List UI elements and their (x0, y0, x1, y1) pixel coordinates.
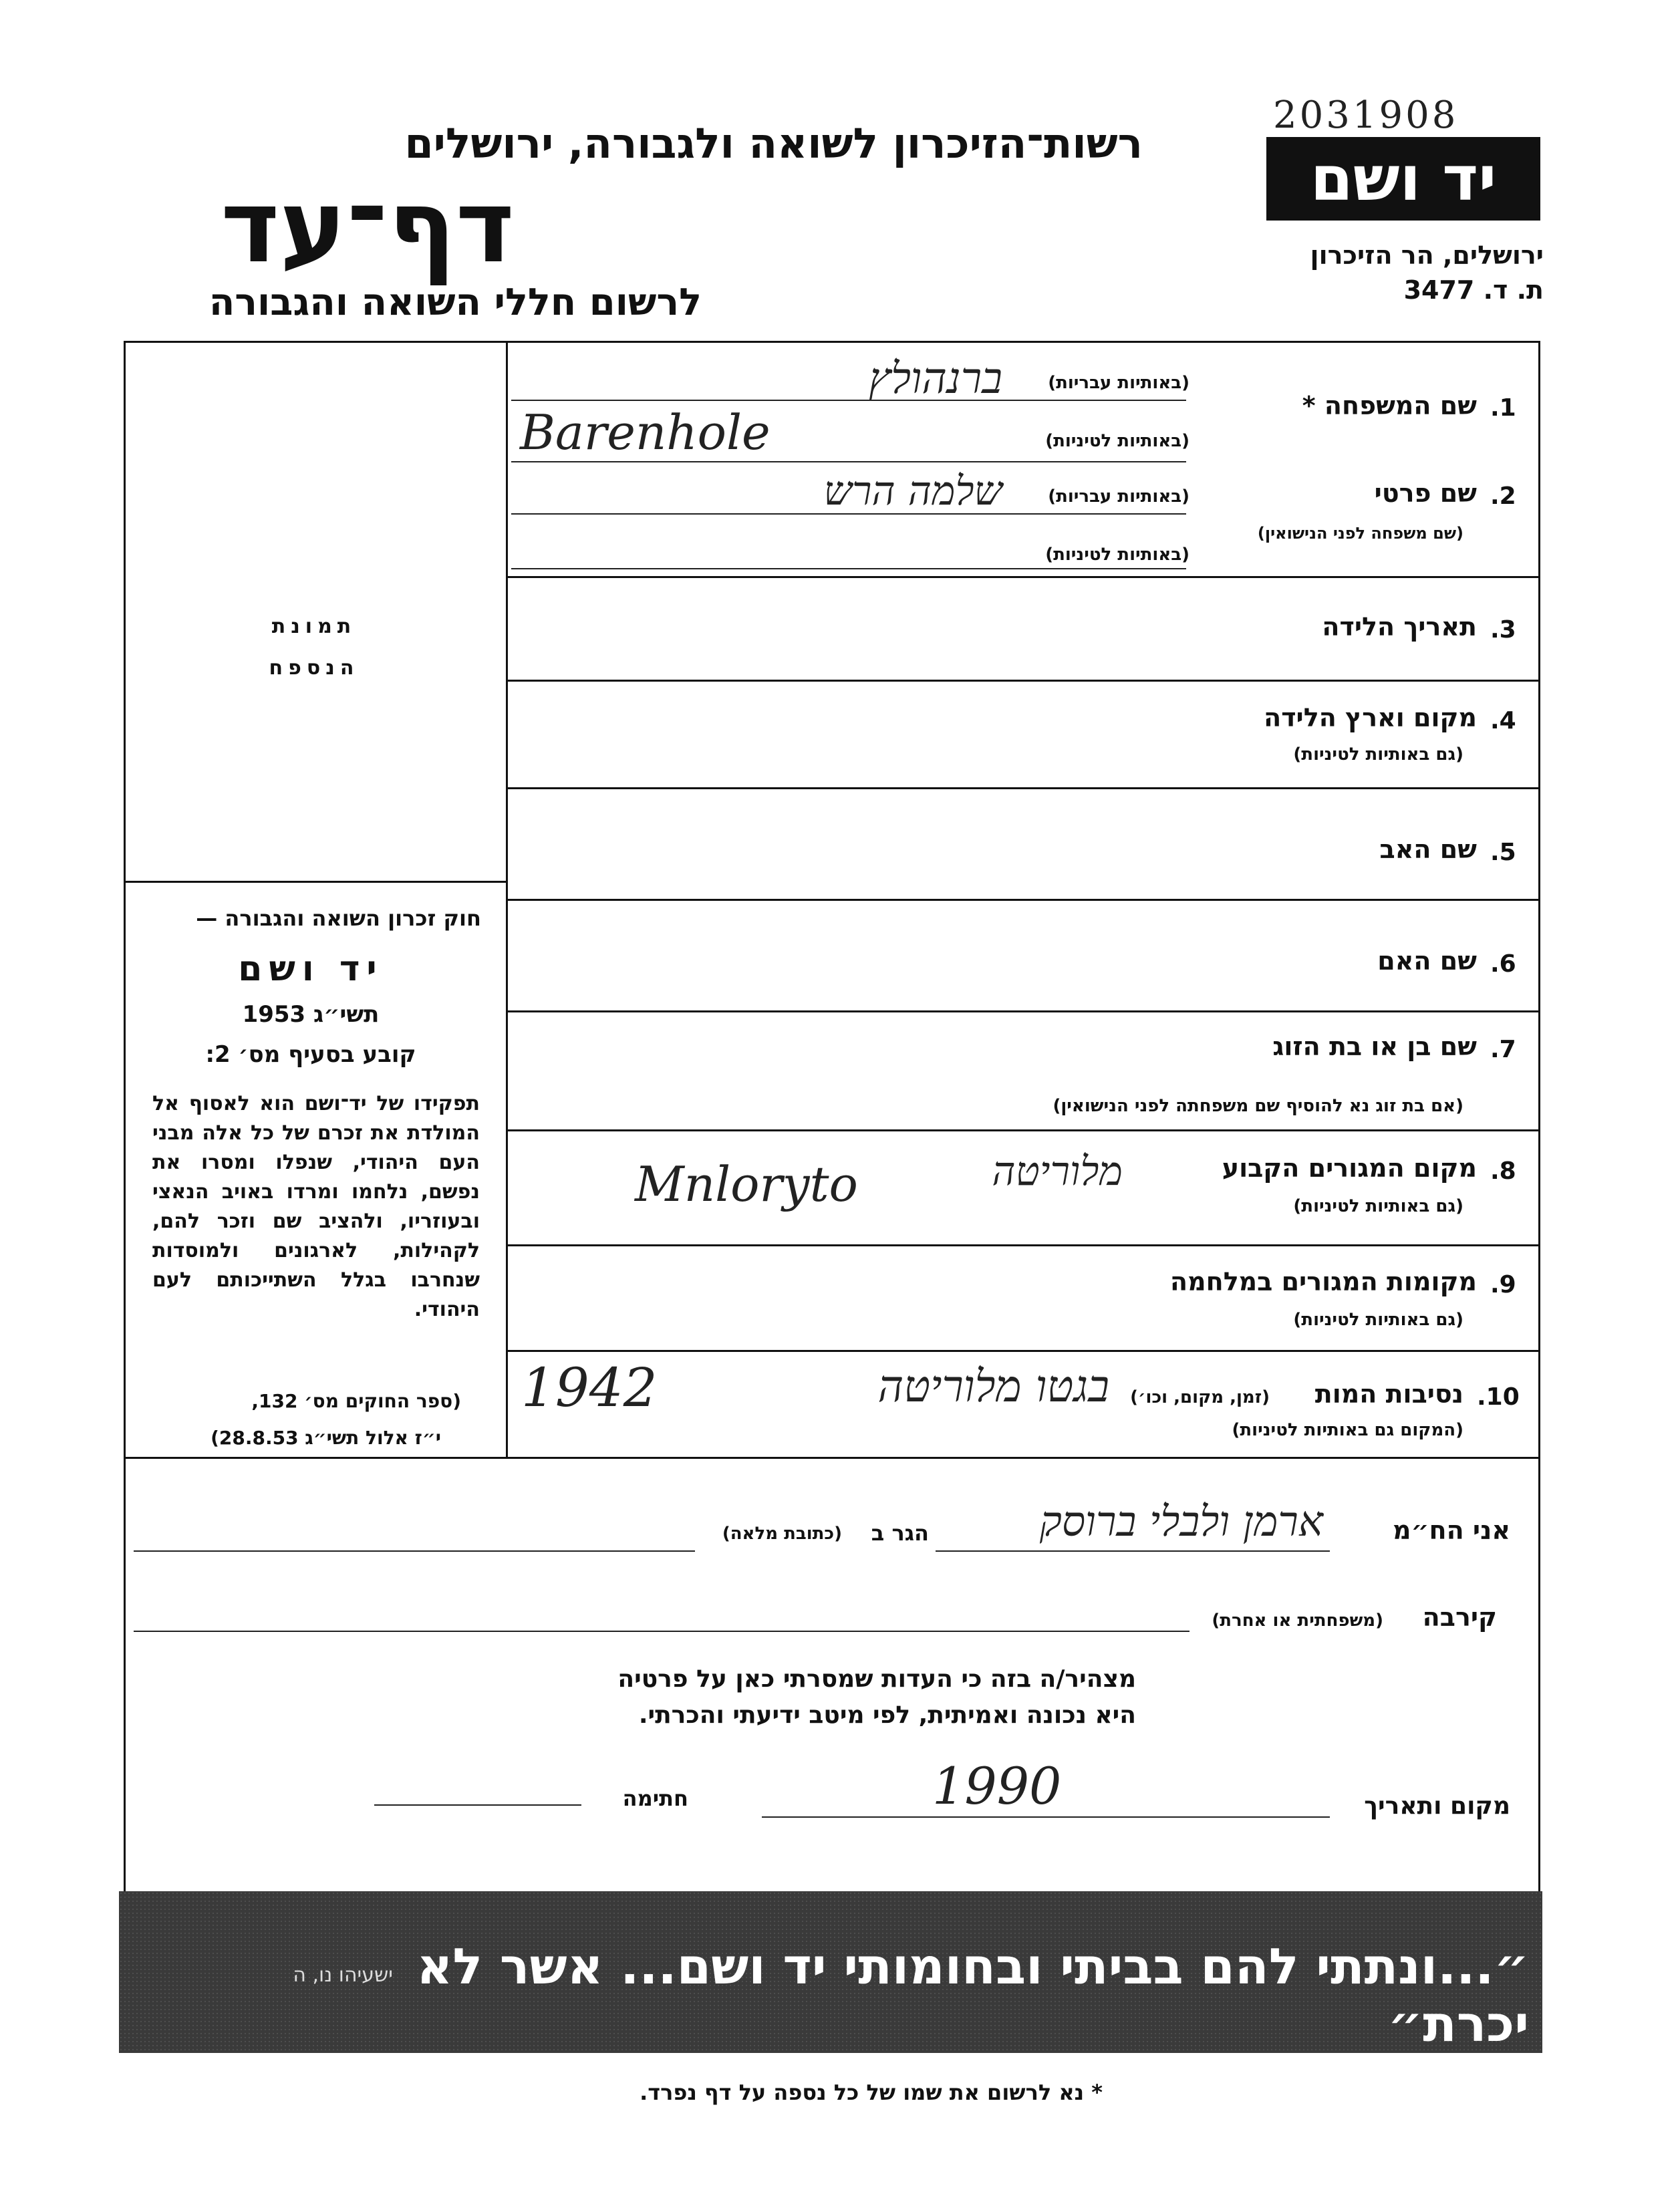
field-2-hint-hebrew: (באותיות עבריות) (1048, 487, 1189, 507)
field-10-number: .10 (1477, 1383, 1520, 1411)
field-1-number: .1 (1490, 394, 1516, 422)
field-8-note: (גם באותיות לטיניות) (1293, 1196, 1463, 1216)
field-3-number: .3 (1490, 616, 1516, 644)
details-bottom-border (124, 1457, 1540, 1459)
field-8-value-latin[interactable]: Mnloryto (635, 1156, 858, 1212)
yad-vashem-logo (1266, 137, 1540, 221)
field-10-label: נסיבות המות (1314, 1379, 1463, 1409)
law-book-ref: (ספר החוקים מס׳ 132, (251, 1390, 461, 1412)
field-9-number: .9 (1490, 1271, 1516, 1298)
form-subtitle: לרשום חללי השואה והגבורה (208, 281, 702, 324)
field-6-label: שם האם (1377, 946, 1477, 976)
field-8-number: .8 (1490, 1157, 1516, 1185)
statement-line-2: היא נכונה ואמיתית, לפי מיטב ידיעתי והכרתי. (638, 1701, 1136, 1729)
field-6-number: .6 (1490, 950, 1516, 978)
field-1-value-hebrew[interactable]: ברנהולץ (868, 354, 1002, 404)
field-4-note: (גם באותיות לטיניות) (1293, 744, 1463, 765)
field-1-latin-line (511, 461, 1186, 462)
row-sep-9 (506, 1350, 1540, 1352)
field-1-label: שם המשפחה * (1302, 391, 1477, 420)
law-date-ref: י״ז אלול תשי״ג 28.8.53) (211, 1427, 441, 1449)
form-title: דף־עד (221, 169, 515, 285)
witness-name-value[interactable]: ארמן ולבלי ברוסק (1039, 1497, 1323, 1546)
field-2-latin-line (511, 568, 1186, 569)
place-date-value[interactable]: 1990 (932, 1756, 1062, 1816)
row-sep-5 (506, 899, 1540, 901)
field-4-number: .4 (1490, 707, 1516, 734)
statement-line-1: מצהיר/ה בזה כי העדות שמסרתי כאן על פרטיה (617, 1665, 1136, 1693)
row-sep-2 (506, 576, 1540, 578)
photo-box-bottom (124, 881, 507, 883)
field-2-hint-latin: (באותיות לטיניות) (1045, 545, 1189, 565)
address-line[interactable] (134, 1550, 695, 1552)
place-date-label: מקום ותאריך (1364, 1792, 1510, 1820)
quote-banner (119, 1891, 1542, 2053)
field-2-note: (שם משפחה לפני הנישואין) (1257, 524, 1463, 543)
place-date-line (762, 1816, 1330, 1818)
field-1-value-latin[interactable]: Barenhole (520, 404, 771, 460)
witness-name-line (936, 1550, 1330, 1552)
field-7-label: שם בן או בת הזוג (1272, 1032, 1477, 1061)
photo-box-line-2: הנספח (269, 656, 360, 680)
relation-label: קירבה (1422, 1603, 1497, 1632)
field-9-label: מקומות המגורים במלחמה (1169, 1267, 1477, 1296)
row-sep-8 (506, 1244, 1540, 1246)
registration-number: 2031908 (1273, 94, 1459, 137)
address-line-2: ת. ד. 3477 (1403, 275, 1544, 305)
photo-box-line-1: תמונת (271, 615, 357, 638)
lives-in-label: הגר ב (871, 1520, 929, 1546)
witness-prefix: אני הח״מ (1393, 1516, 1510, 1545)
law-name: יד ושם (238, 949, 384, 989)
field-5-number: .5 (1490, 839, 1516, 866)
address-line-1: ירושלים, הר הזיכרון (1310, 241, 1544, 270)
footnote: * נא לרשום את שמו של כל נספה על דף נפרד. (640, 2080, 1103, 2105)
field-1-hint-hebrew: (באותיות עבריות) (1048, 373, 1189, 393)
field-1-hint-latin: (באותיות לטיניות) (1045, 431, 1189, 451)
authority-title: רשות־הזיכרון לשואה ולגבורה, ירושלים (404, 119, 1143, 168)
field-10-note: (המקום גם באותיות לטיניות) (1232, 1420, 1463, 1440)
row-sep-6 (506, 1010, 1540, 1012)
field-3-label: תאריך הלידה (1322, 612, 1477, 642)
law-text: תפקידו של יד־ושם הוא לאסוף אל המולדת את זכרם של כל אלה מבני העם היהודי, שנפלו ומסרו את נפשם, נלחמו ומרדו באויב הנאצי ובעוזריו, ולהציב שם וזכר להם, לקהילות, לארגונים ולמוסדות שנחרבו בגלל השתייכותם לעם היהודי. (152, 1092, 480, 1321)
signature-line[interactable] (374, 1804, 581, 1806)
field-2-label: שם פרטי (1374, 478, 1477, 508)
banner-quote: ״...ונתתי להם בביתי ובחומותי יד ושם... אשר לא יכרת״ (416, 1938, 1529, 2053)
banner-source: ישעיהו נו, ה (293, 1963, 393, 1987)
address-hint: (כתובת מלאה) (722, 1524, 842, 1544)
frame-right (1538, 341, 1540, 1891)
field-2-value-hebrew[interactable]: שלמה הרש (823, 468, 1002, 515)
row-sep-7 (506, 1129, 1540, 1131)
law-clause: קובע בסעיף מס׳ 2: (205, 1041, 416, 1068)
relation-hint: (משפחתית או אחרת) (1212, 1611, 1383, 1631)
frame-top (124, 341, 1540, 343)
field-8-label: מקום המגורים הקבוע (1222, 1153, 1477, 1183)
field-8-value-hebrew[interactable]: מלוריטה (992, 1148, 1123, 1195)
field-10-hint: (זמן, מקום, וכו׳) (1130, 1387, 1270, 1407)
frame-left (124, 341, 126, 1891)
field-7-note: (אם בת זוג נא להוסיף שם משפחתה לפני הנישואין) (1053, 1096, 1463, 1116)
row-sep-3 (506, 680, 1540, 682)
law-year: תשי״ג 1953 (242, 1001, 380, 1028)
field-5-label: שם האב (1379, 835, 1477, 864)
relation-line[interactable] (134, 1631, 1189, 1632)
law-heading: חוק זכרון השואה והגבורה — (196, 906, 481, 931)
field-10-value-hebrew[interactable]: בגטו מלוריטה (877, 1361, 1109, 1412)
field-2-number: .2 (1490, 482, 1516, 510)
field-10-value-year[interactable]: 1942 (521, 1357, 658, 1419)
field-7-number: .7 (1490, 1036, 1516, 1063)
field-4-label: מקום וארץ הלידה (1264, 703, 1477, 732)
field-9-note: (גם באותיות לטיניות) (1293, 1310, 1463, 1330)
row-sep-4 (506, 787, 1540, 789)
logo-text: יד ושם (1310, 143, 1497, 215)
signature-label: חתימה (622, 1786, 688, 1811)
